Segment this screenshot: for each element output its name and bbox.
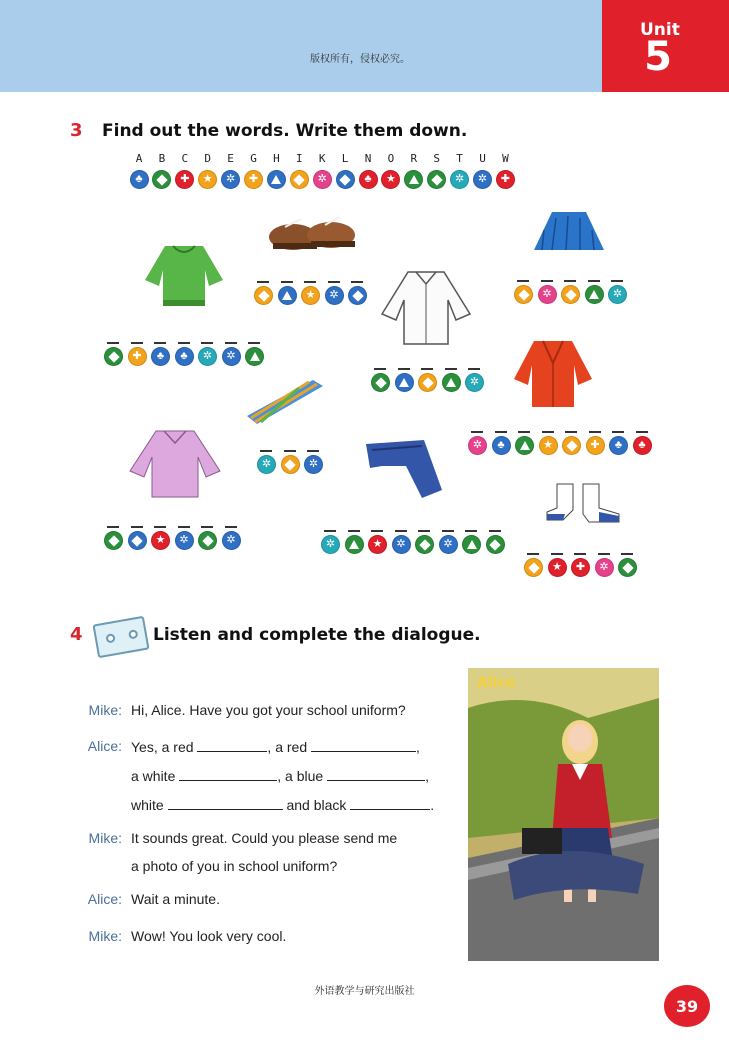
answer-blank[interactable]	[598, 553, 610, 555]
answer-blank[interactable]	[371, 530, 383, 532]
answer-blank[interactable]	[589, 431, 601, 433]
code-symbol	[198, 531, 217, 550]
key-symbol: ✲	[221, 170, 240, 189]
answer-blank[interactable]	[495, 431, 507, 433]
shirt-image	[378, 266, 473, 351]
answer-blank[interactable]	[542, 431, 554, 433]
code-symbol: ✲	[222, 347, 241, 366]
answer-blank[interactable]	[471, 431, 483, 433]
fill-in-blank[interactable]	[197, 738, 267, 752]
cardigan-image	[512, 335, 594, 413]
key-symbol: ♣	[130, 170, 149, 189]
code-symbol	[515, 436, 534, 455]
answer-blank[interactable]	[178, 342, 190, 344]
answer-blank[interactable]	[307, 450, 319, 452]
code-symbol	[418, 373, 437, 392]
fill-in-blank[interactable]	[327, 767, 425, 781]
speaker-label: Alice:	[87, 738, 122, 754]
key-symbol: ✲	[473, 170, 492, 189]
answer-blank[interactable]	[565, 431, 577, 433]
code-symbol: ♣	[633, 436, 652, 455]
code-symbol: ✲	[538, 285, 557, 304]
code-symbol	[371, 373, 390, 392]
code-symbol: ✲	[304, 455, 323, 474]
answer-blank[interactable]	[527, 553, 539, 555]
code-symbol	[514, 285, 533, 304]
exercise-4-number: 4	[70, 624, 83, 645]
key-symbol	[427, 170, 446, 189]
code-symbol	[254, 286, 273, 305]
code-symbol	[104, 531, 123, 550]
answer-blank[interactable]	[348, 530, 360, 532]
code-symbol: ✚	[586, 436, 605, 455]
unit-number: 5	[644, 34, 672, 80]
code-symbol: ✲	[321, 535, 340, 554]
code-symbol	[245, 347, 264, 366]
code-symbol	[395, 373, 414, 392]
answer-blank[interactable]	[260, 450, 272, 452]
answer-blank[interactable]	[107, 526, 119, 528]
code-symbol: ✲	[468, 436, 487, 455]
dialogue-line: Wow! You look very cool.	[131, 928, 287, 944]
key-letter: C	[181, 152, 189, 165]
key-letter: N	[364, 152, 372, 165]
answer-blank[interactable]	[465, 530, 477, 532]
answer-blank[interactable]	[418, 530, 430, 532]
trousers-image	[362, 438, 444, 510]
key-symbol: ✲	[450, 170, 469, 189]
key-letter: S	[433, 152, 440, 165]
answer-blank[interactable]	[351, 281, 363, 283]
code-symbol: ✲	[325, 286, 344, 305]
key-letter: K	[318, 152, 326, 165]
key-letter: R	[410, 152, 418, 165]
dialogue-line: a photo of you in school uniform?	[131, 858, 338, 874]
code-symbol: ✚	[128, 347, 147, 366]
answer-blank[interactable]	[328, 281, 340, 283]
answer-blank[interactable]	[154, 342, 166, 344]
code-symbol	[562, 436, 581, 455]
answer-blank[interactable]	[518, 431, 530, 433]
code-symbol	[561, 285, 580, 304]
answer-blank[interactable]	[612, 431, 624, 433]
answer-blank[interactable]	[324, 530, 336, 532]
cassette-icon	[92, 616, 149, 659]
photo-caption: Alice	[477, 675, 516, 691]
answer-blank[interactable]	[178, 526, 190, 528]
key-symbol	[404, 170, 423, 189]
header-bar	[0, 0, 602, 92]
answer-blank[interactable]	[442, 530, 454, 532]
code-symbol	[278, 286, 297, 305]
answer-blank[interactable]	[421, 368, 433, 370]
answer-blank[interactable]	[225, 526, 237, 528]
dialogue-line: Hi, Alice. Have you got your school uniform?	[131, 702, 406, 718]
code-symbol: ♣	[151, 347, 170, 366]
code-symbol	[415, 535, 434, 554]
answer-blank[interactable]	[154, 526, 166, 528]
key-symbol	[336, 170, 355, 189]
code-symbol: ♣	[175, 347, 194, 366]
answer-blank[interactable]	[517, 280, 529, 282]
tie-image	[243, 378, 331, 433]
fill-in-blank[interactable]	[179, 767, 277, 781]
answer-blank[interactable]	[445, 368, 457, 370]
dialogue-line: Wait a minute.	[131, 891, 220, 907]
answer-blank[interactable]	[395, 530, 407, 532]
answer-blank[interactable]	[304, 281, 316, 283]
key-letter: W	[502, 152, 509, 165]
answer-blank[interactable]	[551, 553, 563, 555]
answer-blank[interactable]	[248, 342, 260, 344]
dialogue-line: white and black .	[131, 797, 435, 813]
answer-blank[interactable]	[107, 342, 119, 344]
jumper-image	[143, 240, 225, 312]
copyright-text: 版权所有，侵权必究。	[310, 54, 410, 65]
code-symbol: ✲	[175, 531, 194, 550]
exercise-3-title: Find out the words. Write them down.	[102, 121, 468, 141]
answer-blank[interactable]	[541, 280, 553, 282]
blouse-image	[128, 425, 223, 503]
code-symbol	[524, 558, 543, 577]
fill-in-blank[interactable]	[311, 738, 416, 752]
page-number: 39	[664, 985, 710, 1027]
code-symbol	[345, 535, 364, 554]
answer-blank[interactable]	[611, 280, 623, 282]
code-symbol: ★	[368, 535, 387, 554]
code-symbol	[462, 535, 481, 554]
dialogue-line: It sounds great. Could you please send me	[131, 830, 398, 846]
key-symbol	[290, 170, 309, 189]
answer-blank[interactable]	[257, 281, 269, 283]
answer-blank[interactable]	[636, 431, 648, 433]
code-symbol	[104, 347, 123, 366]
unit-label: Unit	[640, 20, 680, 40]
answer-blank[interactable]	[281, 281, 293, 283]
answer-blank[interactable]	[574, 553, 586, 555]
key-letter: U	[479, 152, 486, 165]
answer-blank[interactable]	[489, 530, 501, 532]
key-letter: T	[456, 152, 463, 165]
code-symbol: ★	[539, 436, 558, 455]
key-symbol: ★	[381, 170, 400, 189]
answer-blank[interactable]	[201, 526, 213, 528]
key-symbol	[267, 170, 286, 189]
code-symbol	[128, 531, 147, 550]
speaker-label: Mike:	[88, 928, 122, 944]
code-symbol: ✲	[392, 535, 411, 554]
publisher: 外语教学与研究出版社	[314, 986, 415, 997]
code-symbol: ✲	[595, 558, 614, 577]
exercise-3-number: 3	[70, 120, 83, 141]
answer-blank[interactable]	[374, 368, 386, 370]
code-symbol: ✲	[465, 373, 484, 392]
answer-blank[interactable]	[225, 342, 237, 344]
speaker-label: Mike:	[88, 830, 122, 846]
speaker-label: Mike:	[88, 702, 122, 718]
fill-in-blank[interactable]	[168, 796, 283, 810]
dialogue-line: a white , a blue ,	[131, 768, 429, 784]
code-symbol: ✲	[257, 455, 276, 474]
key-letter: O	[387, 152, 395, 165]
code-symbol	[486, 535, 505, 554]
key-symbol: ✚	[244, 170, 263, 189]
answer-blank[interactable]	[131, 342, 143, 344]
socks-image	[543, 480, 625, 528]
key-symbol: ✚	[175, 170, 194, 189]
exercise-4-title: Listen and complete the dialogue.	[153, 625, 481, 645]
code-symbol: ♣	[609, 436, 628, 455]
key-symbol: ✚	[496, 170, 515, 189]
answer-blank[interactable]	[201, 342, 213, 344]
code-symbol	[442, 373, 461, 392]
key-letter: D	[204, 152, 211, 165]
code-symbol	[618, 558, 637, 577]
code-symbol: ★	[548, 558, 567, 577]
answer-blank[interactable]	[468, 368, 480, 370]
answer-blank[interactable]	[588, 280, 600, 282]
answer-blank[interactable]	[398, 368, 410, 370]
key-symbol: ♣	[359, 170, 378, 189]
key-symbol: ✲	[313, 170, 332, 189]
code-symbol	[348, 286, 367, 305]
answer-blank[interactable]	[564, 280, 576, 282]
alice-photo	[468, 668, 659, 961]
skirt-image	[530, 208, 608, 258]
code-symbol	[585, 285, 604, 304]
key-symbol	[152, 170, 171, 189]
code-symbol: ★	[151, 531, 170, 550]
key-letter: H	[273, 152, 280, 165]
answer-blank[interactable]	[284, 450, 296, 452]
key-symbol: ★	[198, 170, 217, 189]
shoes-image	[265, 205, 360, 260]
dialogue-line: Yes, a red , a red ,	[131, 739, 420, 755]
fill-in-blank[interactable]	[350, 796, 430, 810]
key-letter: B	[158, 152, 166, 165]
code-symbol	[281, 455, 300, 474]
answer-blank[interactable]	[621, 553, 633, 555]
code-symbol: ✚	[571, 558, 590, 577]
speaker-label: Alice:	[87, 891, 122, 907]
code-symbol: ♣	[492, 436, 511, 455]
key-letter: I	[295, 152, 303, 165]
key-letter: L	[341, 152, 349, 165]
code-symbol: ✲	[439, 535, 458, 554]
code-symbol: ✲	[222, 531, 241, 550]
code-symbol: ✲	[198, 347, 217, 366]
key-letter: A	[135, 152, 143, 165]
code-symbol: ✲	[608, 285, 627, 304]
key-letter: G	[250, 152, 257, 165]
answer-blank[interactable]	[131, 526, 143, 528]
key-letter: E	[227, 152, 234, 165]
code-symbol: ★	[301, 286, 320, 305]
